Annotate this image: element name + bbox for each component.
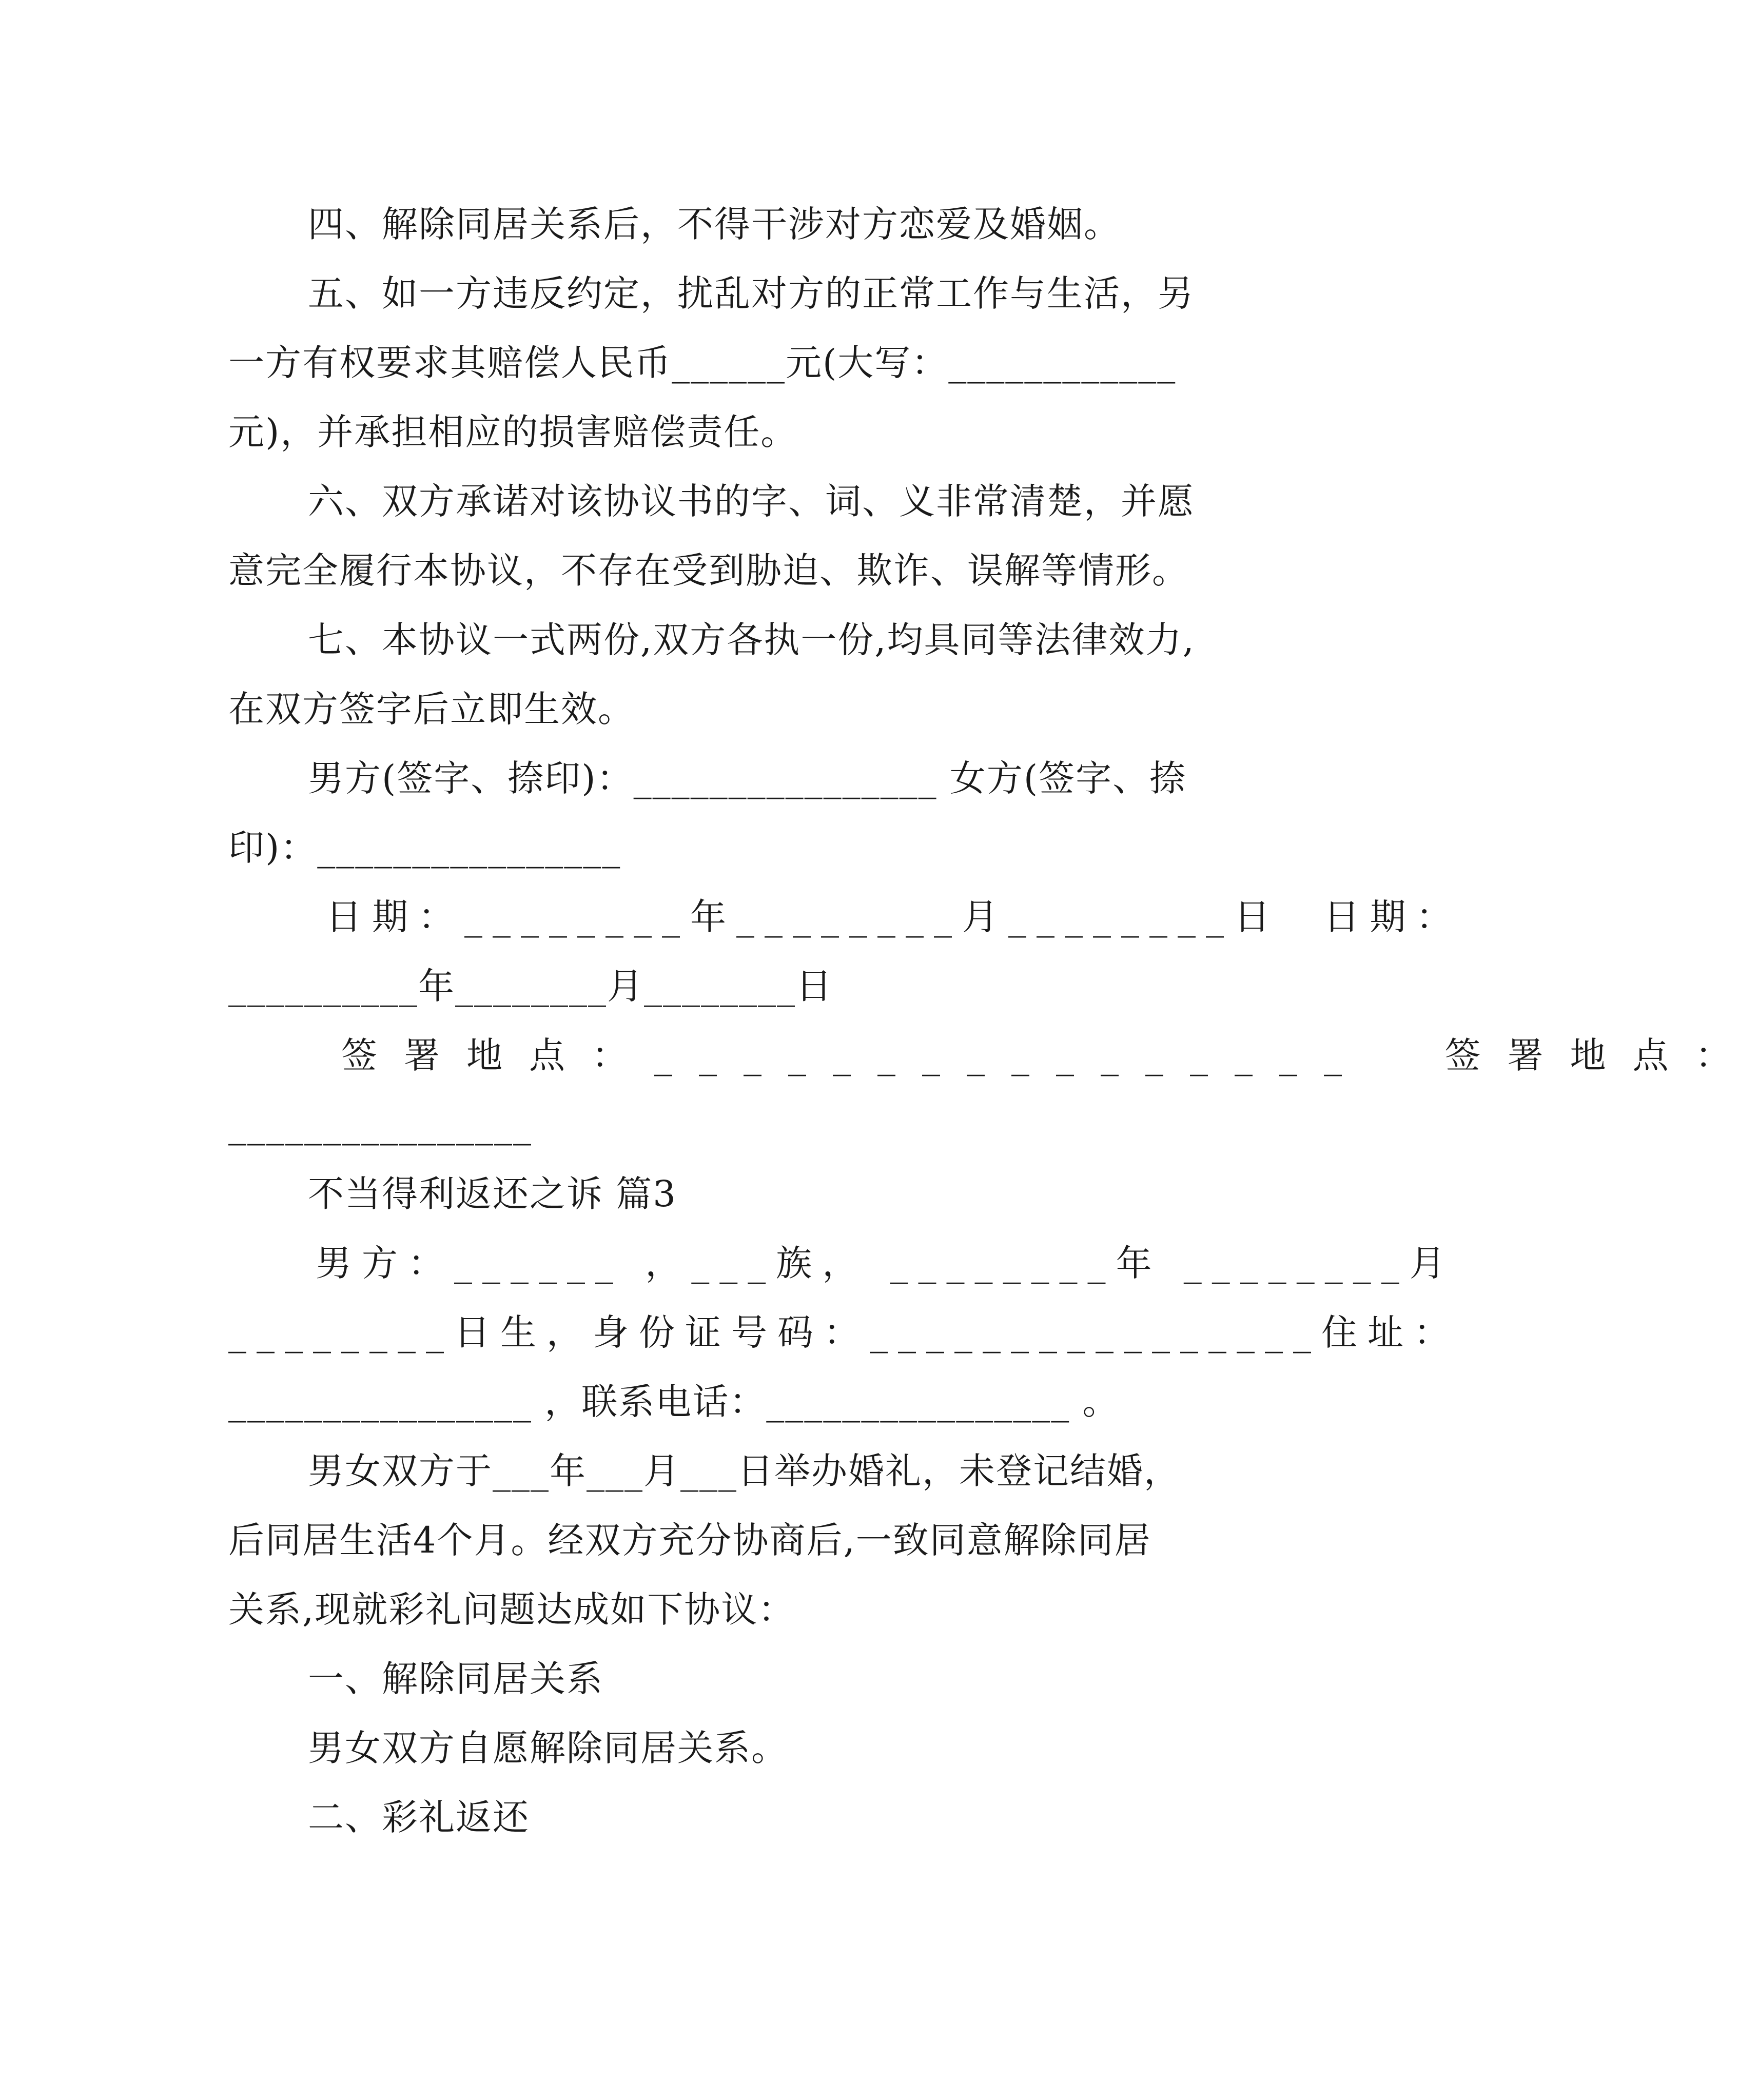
section-2-heading: 二、彩礼返还 bbox=[308, 1796, 530, 1838]
signing-place-line: 签署地点：________________ 签署地点： bbox=[341, 1034, 1758, 1076]
signing-place-blank: ________________ bbox=[228, 1104, 532, 1146]
man-info-line-2: ________日生，身份证号码：________________住址： bbox=[228, 1311, 1460, 1353]
intro-line-2: 后同居生活4个月。经双方充分协商后,一致同意解除同居 bbox=[228, 1519, 1151, 1561]
intro-line-3: 关系,现就彩礼问题达成如下协议： bbox=[228, 1588, 795, 1631]
section-1-heading: 一、解除同居关系 bbox=[308, 1658, 603, 1700]
signature-line-2: 印)：________________ bbox=[228, 827, 621, 869]
clause-6-line-1: 六、双方承诺对该协议书的字、词、义非常清楚，并愿 bbox=[308, 480, 1195, 522]
section-title: 不当得利返还之诉 篇3 bbox=[308, 1173, 677, 1215]
man-info-line-3: ________________ ，联系电话：________________ 。 bbox=[228, 1381, 1120, 1423]
signature-line-1: 男方(签字、捺印)：________________ 女方(签字、捺 bbox=[308, 757, 1187, 799]
clause-7-line-2: 在双方签字后立即生效。 bbox=[228, 688, 635, 730]
clause-5-line-1: 五、如一方违反约定，扰乱对方的正常工作与生活，另 bbox=[308, 272, 1195, 315]
man-info-line-1: 男方：______ ，___族， ________年 ________月 bbox=[316, 1242, 1456, 1284]
clause-5-line-2: 一方有权要求其赔偿人民币______元(大写：____________ bbox=[228, 342, 1177, 384]
section-1-text: 男女双方自愿解除同居关系。 bbox=[308, 1727, 788, 1769]
clause-5-line-3: 元)，并承担相应的损害赔偿责任。 bbox=[228, 411, 798, 453]
date-line-2: __________年________月________日 bbox=[228, 965, 833, 1007]
clause-4: 四、解除同居关系后，不得干涉对方恋爱及婚姻。 bbox=[308, 203, 1121, 245]
date-line-1: 日期：________年________月________日 日期： bbox=[326, 896, 1462, 938]
clause-7-line-1: 七、本协议一式两份,双方各执一份,均具同等法律效力, bbox=[308, 619, 1195, 661]
intro-line-1: 男女双方于___年___月___日举办婚礼，未登记结婚， bbox=[308, 1450, 1181, 1492]
clause-6-line-2: 意完全履行本协议，不存在受到胁迫、欺诈、误解等情形。 bbox=[228, 549, 1189, 592]
